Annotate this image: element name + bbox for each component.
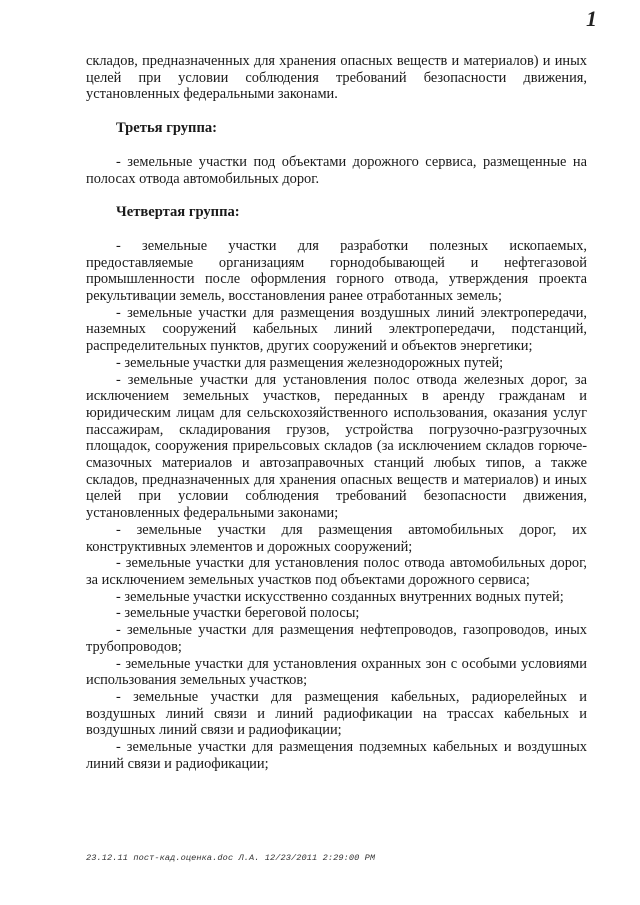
group4-list	[86, 238, 587, 773]
group4-heading: Четвертая группа:	[116, 204, 240, 221]
group3-item: - земельные участки под объектами дорожного сервиса, размещенные на полосах отвода автомобильных дорог.	[86, 153, 587, 187]
group4-item: - земельные участки для размещения нефтепроводов, газопроводов, иных трубопроводов;	[86, 622, 587, 655]
document-footer: 23.12.11 пост-кад.оценка.doc Л.А. 12/23/2011 2:29:00 PM	[86, 853, 376, 863]
group4-item: - земельные участки для размещения автомобильных дорог, их конструктивных элементов и дорожных сооружений;	[86, 521, 587, 555]
group4-item: - земельные участки для установления охранных зон с особыми условиями использования земельных участков;	[86, 655, 587, 689]
group4-item: - земельные участки для размещения железнодорожных путей;	[116, 354, 504, 371]
group4-item: - земельные участки для размещения кабельных, радиорелейных и воздушных линий связи и линий радиофикации на трассах кабельных и воздушных линий связи и радиофикации;	[86, 688, 587, 739]
document-body	[86, 53, 587, 772]
group4-item: - земельные участки искусственно созданных внутренних водных путей;	[116, 588, 564, 605]
page-number: 1	[586, 6, 597, 31]
group4-item: - земельные участки для размещения подземных кабельных и воздушных линий связи и радиофикации;	[86, 739, 587, 772]
group3-heading: Третья группа:	[116, 120, 218, 137]
group4-item: - земельные участки для разработки полезных ископаемых, предоставляемые организациям горнодобывающей и нефтегазовой промышленности после оформления горного отвода, утверждения проекта рекультивации земель, восстановления ранее отработанных земель;	[86, 237, 587, 305]
intro-paragraph: складов, предназначенных для хранения опасных веществ и материалов) и иных целей при условии соблюдения требований безопасности движения, установленных федеральными законами.	[86, 53, 587, 103]
group4-item: - земельные участки для установления полос отвода автомобильных дорог, за исключением земельных участков под объектами дорожного сервиса;	[86, 555, 587, 588]
group4-item: - земельные участки для размещения воздушных линий электропередачи, наземных сооружений кабельных линий электропередачи, подстанций, распределительных пунктов, других сооружений и объектов энергетики;	[86, 304, 587, 355]
group4-item: - земельные участки береговой полосы;	[116, 605, 360, 622]
group4-item: - земельные участки для установления полос отвода железных дорог, за исключением земельных участков, переданных в аренду гражданам и юридическим лицам для сельскохозяйственного использования, оказания услуг пассажирам, складирования грузов, устройства погрузочно-разгрузочных площадок, сооружения прирельсовых складов (за исключением складов горюче-смазочных материалов и автозаправочных станций любых типов, а также складов, предназначенных для хранения опасных веществ и материалов) и иных целей при условии соблюдения требований безопасности движения, установленных федеральными законами;	[86, 371, 587, 522]
